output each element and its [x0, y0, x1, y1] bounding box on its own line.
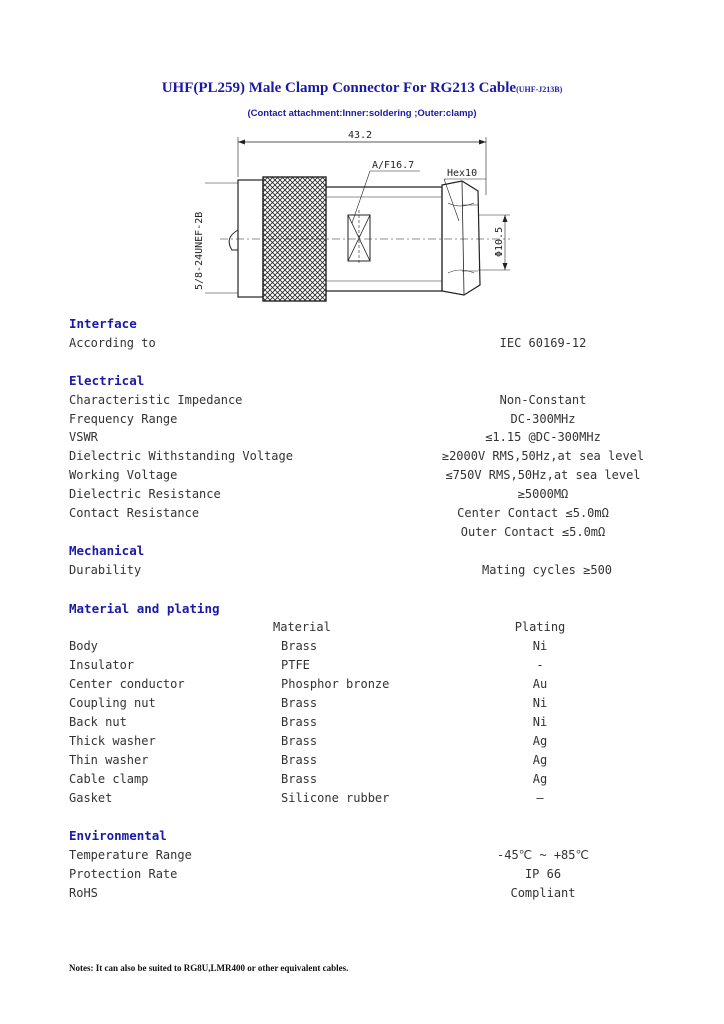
back-nut	[442, 181, 480, 295]
electrical-value-withstanding: ≥2000V RMS,50Hz,at sea level	[441, 449, 645, 463]
plating-value: Ni	[532, 696, 548, 710]
page-title	[0, 80, 724, 97]
electrical-label-resistance: Dielectric Resistance	[69, 487, 221, 501]
mechanical-label-durability: Durability	[69, 563, 142, 577]
connector-drawing	[180, 125, 520, 310]
material-part: Insulator	[69, 658, 135, 672]
interface-value-standard: IEC 60169-12	[499, 336, 587, 350]
material-heading: Material and plating	[69, 601, 220, 616]
interface-heading: Interface	[69, 316, 137, 331]
plating-value: Ni	[532, 715, 548, 729]
hex-dimension-label: Hex10	[447, 168, 478, 179]
plating-value: Au	[532, 677, 548, 691]
electrical-label-impedance: Characteristic Impedance	[69, 393, 243, 407]
page-subtitle: (Contact attachment:Inner:soldering ;Outer:clamp)	[247, 108, 477, 119]
title-code: (UHF-J213B)	[516, 85, 563, 94]
electrical-heading: Electrical	[69, 373, 145, 388]
material-value: Silicone rubber	[281, 791, 390, 805]
material-part: Cable clamp	[69, 772, 149, 786]
diameter-dimension-label: Φ10.5	[494, 226, 505, 257]
material-value: Brass	[281, 734, 318, 748]
material-part: Back nut	[69, 715, 127, 729]
material-value: PTFE	[281, 658, 310, 672]
plating-value: Ni	[532, 639, 548, 653]
environmental-label-rohs: RoHS	[69, 886, 98, 900]
electrical-label-contact: Contact Resistance	[69, 506, 200, 520]
electrical-label-withstanding: Dielectric Withstanding Voltage	[69, 449, 293, 463]
electrical-label-working: Working Voltage	[69, 468, 178, 482]
front-sleeve	[238, 180, 263, 297]
mechanical-heading: Mechanical	[69, 543, 145, 558]
plating-value: Ag	[532, 753, 548, 767]
electrical-value-impedance: Non-Constant	[499, 393, 587, 407]
environmental-label-temperature: Temperature Range	[69, 848, 192, 862]
material-part: Thick washer	[69, 734, 156, 748]
electrical-value-vswr: ≤1.15 @DC-300MHz	[485, 430, 601, 444]
mechanical-value-durability: Mating cycles ≥500	[481, 563, 613, 577]
electrical-value-working: ≤750V RMS,50Hz,at sea level	[445, 468, 641, 482]
material-part: Thin washer	[69, 753, 149, 767]
material-value: Brass	[281, 772, 318, 786]
plating-value: -	[536, 658, 544, 672]
interface-label-standard: According to	[69, 336, 156, 350]
plating-column-header: Plating	[514, 620, 566, 634]
electrical-value-center-contact: Center Contact ≤5.0mΩ	[457, 506, 609, 520]
length-dimension-label: 43.2	[348, 130, 373, 141]
material-part: Center conductor	[69, 677, 185, 691]
electrical-value-outer-contact: Outer Contact ≤5.0mΩ	[460, 525, 606, 539]
electrical-value-resistance: ≥5000MΩ	[517, 487, 569, 501]
environmental-heading: Environmental	[69, 828, 167, 843]
material-part: Body	[69, 639, 98, 653]
material-part: Coupling nut	[69, 696, 156, 710]
material-value: Brass	[281, 715, 318, 729]
material-value: Brass	[281, 696, 318, 710]
material-value: Phosphor bronze	[281, 677, 390, 691]
material-part: Gasket	[69, 791, 113, 805]
electrical-value-frequency: DC-300MHz	[510, 412, 576, 426]
plating-value: Ag	[532, 772, 548, 786]
af-dimension-label: A/F16.7	[372, 160, 415, 171]
title-text: UHF(PL259) Male Clamp Connector For RG213 Cable	[161, 80, 517, 96]
environmental-value-protection: IP 66	[524, 867, 562, 881]
material-value: Brass	[281, 753, 318, 767]
electrical-label-frequency: Frequency Range	[69, 412, 178, 426]
plating-value: —	[536, 791, 544, 805]
environmental-label-protection: Protection Rate	[69, 867, 178, 881]
environmental-value-rohs: Compliant	[510, 886, 576, 900]
notes: Notes: It can also be suited to RG8U,LMR400 or other equivalent cables.	[69, 963, 349, 973]
material-value: Brass	[281, 639, 318, 653]
material-column-header: Material	[273, 620, 331, 634]
environmental-value-temperature: -45℃ ~ +85℃	[497, 848, 589, 862]
plating-value: Ag	[532, 734, 548, 748]
electrical-label-vswr: VSWR	[69, 430, 98, 444]
thread-dimension-label: 5/8-24UNEF-2B	[194, 211, 205, 290]
